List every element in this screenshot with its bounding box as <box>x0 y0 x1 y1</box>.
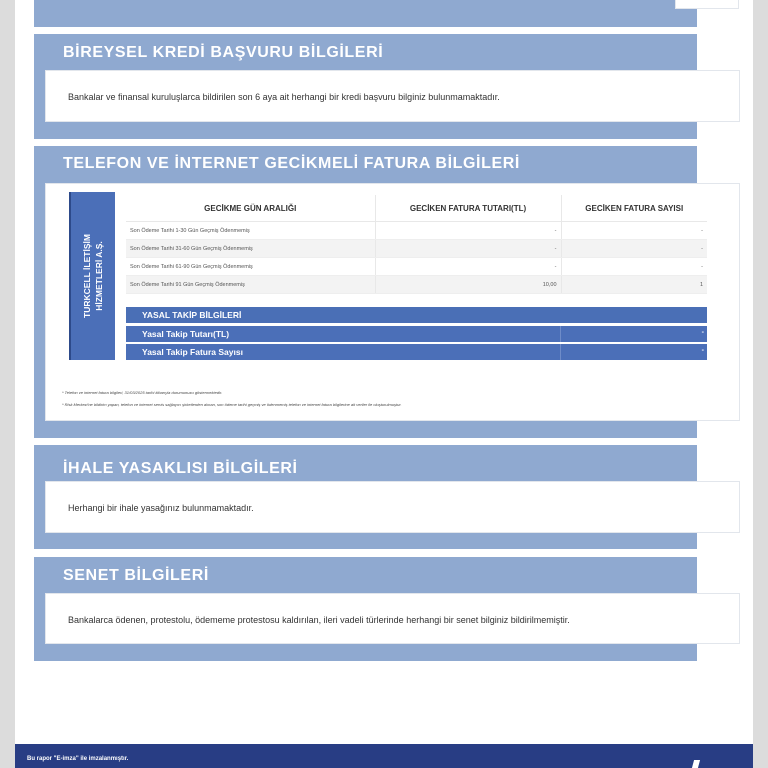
overdue-bills-table <box>126 195 707 294</box>
column-header: GECİKME GÜN ARALIĞI <box>126 195 375 222</box>
legal-amount-row <box>126 326 707 342</box>
e-signature-note: Bu rapor "E-imza" ile imzalanmıştır. <box>27 756 129 762</box>
telecom-section-title: TELEFON VE İNTERNET GECİKMELİ FATURA BİLGİLERİ <box>63 155 520 172</box>
legal-count-label: Yasal Takip Fatura Sayısı <box>142 347 243 357</box>
provider-name: TURKCELL İLETİŞİM HİZMETLERİ A.Ş. <box>82 234 104 318</box>
credit-info-text: Bankalar ve finansal kuruluşlarca bildirilen son 6 aya ait herhangi bir kredi başvuru bilginiz bulunmamaktadır. <box>68 92 500 102</box>
credit-section-title: BİREYSEL KREDİ BAŞVURU BİLGİLERİ <box>63 44 384 61</box>
column-divider <box>560 326 561 342</box>
report-page <box>15 0 753 768</box>
column-header: GECİKEN FATURA TUTARI(TL) <box>375 195 561 222</box>
logo-mark-icon <box>692 760 700 768</box>
overdue-amount-cell: - <box>375 222 561 240</box>
footnote-source: * Risk Merkezi'ne bildirim yapan, telefon ve internet servis sağlayıcı şirketlerden alınan, son ödeme tarihi geçmiş ve ödenmemiş telefon ve internet fatura bilgilerine ait veriler ile oluşturulmuştur. <box>62 402 402 407</box>
column-divider <box>560 344 561 360</box>
previous-section-band <box>34 0 697 27</box>
table-row <box>126 276 707 294</box>
tender-info-card <box>45 481 740 533</box>
legal-amount-label: Yasal Takip Tutarı(TL) <box>142 329 230 339</box>
report-footer <box>15 744 753 768</box>
delay-range-cell: Son Ödeme Tarihi 1-30 Gün Geçmiş Ödenmemiş <box>126 222 375 240</box>
promissory-info-card <box>45 593 740 644</box>
table-row <box>126 240 707 258</box>
delay-range-cell: Son Ödeme Tarihi 91 Gün Geçmiş Ödenmemiş <box>126 276 375 294</box>
table-row <box>126 258 707 276</box>
overdue-amount-cell: - <box>375 258 561 276</box>
legal-follow-up-title: YASAL TAKİP BİLGİLERİ <box>142 310 242 320</box>
overdue-count-cell: - <box>561 258 707 276</box>
promissory-section-title: SENET BİLGİLERİ <box>63 567 209 584</box>
overdue-count-cell: - <box>561 240 707 258</box>
tender-section-title: İHALE YASAKLISI BİLGİLERİ <box>63 460 298 477</box>
delay-range-cell: Son Ödeme Tarihi 31-60 Gün Geçmiş Ödenmemiş <box>126 240 375 258</box>
overdue-count-cell: - <box>561 222 707 240</box>
legal-amount-value: - <box>701 329 704 336</box>
promissory-info-text: Bankalarca ödenen, protestolu, ödememe protestosu kaldırılan, ileri vadeli türlerinde herhangi bir senet bilginiz bildirilmemiştir. <box>68 615 570 625</box>
table-row <box>126 222 707 240</box>
overdue-count-cell: 1 <box>561 276 707 294</box>
footnote-date: * Telefon ve internet fatura bilgileri, 31/03/2025 tarihi itibarıyla durumunuzu göstermektedir. <box>62 390 223 395</box>
legal-follow-up-header <box>126 307 707 323</box>
overdue-amount-cell: 10,00 <box>375 276 561 294</box>
credit-info-card <box>45 70 740 122</box>
delay-range-cell: Son Ödeme Tarihi 61-90 Gün Geçmiş Ödenmemiş <box>126 258 375 276</box>
tender-info-text: Herhangi bir ihale yasağınız bulunmamaktadır. <box>68 503 254 513</box>
legal-count-row <box>126 344 707 360</box>
previous-section-card <box>675 0 739 9</box>
column-header: GECİKEN FATURA SAYISI <box>561 195 707 222</box>
legal-count-value: - <box>701 347 704 354</box>
overdue-amount-cell: - <box>375 240 561 258</box>
provider-label-block <box>69 192 115 360</box>
table-header-row <box>126 195 707 222</box>
